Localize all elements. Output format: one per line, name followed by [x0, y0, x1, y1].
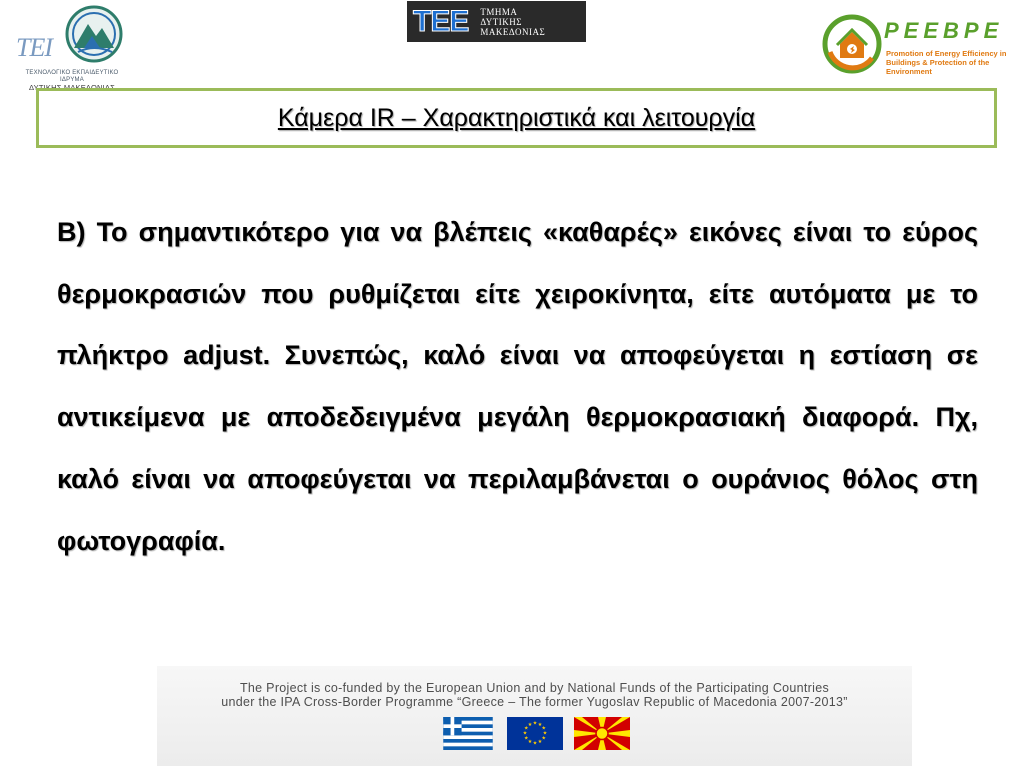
tee-line3: ΜΑΚΕΔΟΝΙΑΣ	[480, 26, 546, 37]
svg-text:★: ★	[532, 740, 538, 747]
eu-flag-icon	[507, 717, 563, 750]
tee-logo	[407, 1, 586, 42]
peebpe-house-icon	[822, 14, 882, 74]
svg-text:★: ★	[537, 739, 543, 746]
tei-caption-line1: ΤΕΧΝΟΛΟΓΙΚΟ ΕΚΠΑΙΔΕΥΤΙΚΟ ΙΔΡΥΜΑ	[25, 70, 119, 83]
funding-line2: under the IPA Cross-Border Programme “Greece – The former Yugoslav Republic of Macedonia 2007-2013”	[221, 695, 848, 709]
svg-text:★: ★	[527, 739, 533, 746]
title-box	[36, 88, 997, 148]
svg-text:★: ★	[541, 735, 546, 742]
svg-text:★: ★	[532, 720, 538, 727]
peebpe-name: PEEBPE	[884, 18, 1004, 43]
svg-text:★: ★	[524, 725, 529, 732]
tei-logo	[14, 4, 130, 92]
tei-emblem-icon	[14, 4, 130, 68]
tee-line1: ΤΜΗΜΑ	[480, 6, 518, 17]
svg-text:★: ★	[541, 725, 546, 732]
peebpe-tagline: Promotion of Energy Efficiency in Buildings & Protection of the Environment	[886, 49, 1007, 76]
svg-text:★: ★	[537, 721, 543, 728]
funding-footer	[157, 666, 912, 766]
flags-row	[440, 717, 630, 750]
tei-mark: TEI	[16, 33, 52, 62]
slide-title: Κάμερα IR – Χαρακτηριστικά και λειτουργία	[277, 103, 756, 132]
macedonia-flag-icon	[574, 717, 630, 750]
svg-text:★: ★	[527, 721, 533, 728]
peebpe-logo	[822, 14, 1018, 74]
svg-text:★: ★	[542, 730, 548, 737]
funding-line1: The Project is co-funded by the European Union and by National Funds of the Participating Countries	[239, 681, 830, 695]
slide-body-text: Β) Το σημαντικότερο για να βλέπεις «καθαρές» εικόνες είναι το εύρος θερμοκρασιών που ρυθμίζεται είτε χειροκίνητα, είτε αυτόματα με το πλήκτρο adjust. Συνεπώς, καλό είναι να αποφεύγεται η εστίαση σε αντικείμενα με αποδεδειγμένα μεγάλη θερμοκρασιακή διαφορά. Πχ, καλό είναι να αποφεύγεται να περιλαμβάνεται ο ουράνιος θόλος στη φωτογραφία.	[57, 217, 978, 556]
svg-text:★: ★	[524, 735, 529, 742]
greece-flag-icon	[440, 717, 496, 750]
tee-mark: TEE	[413, 4, 469, 38]
tee-line2: ΔΥΤΙΚΗΣ	[480, 16, 523, 27]
tee-text	[480, 7, 545, 37]
tei-caption-line2: ΔΥΤΙΚΗΣ ΜΑΚΕΔΟΝΙΑΣ	[29, 83, 115, 92]
svg-text:★: ★	[522, 730, 528, 737]
